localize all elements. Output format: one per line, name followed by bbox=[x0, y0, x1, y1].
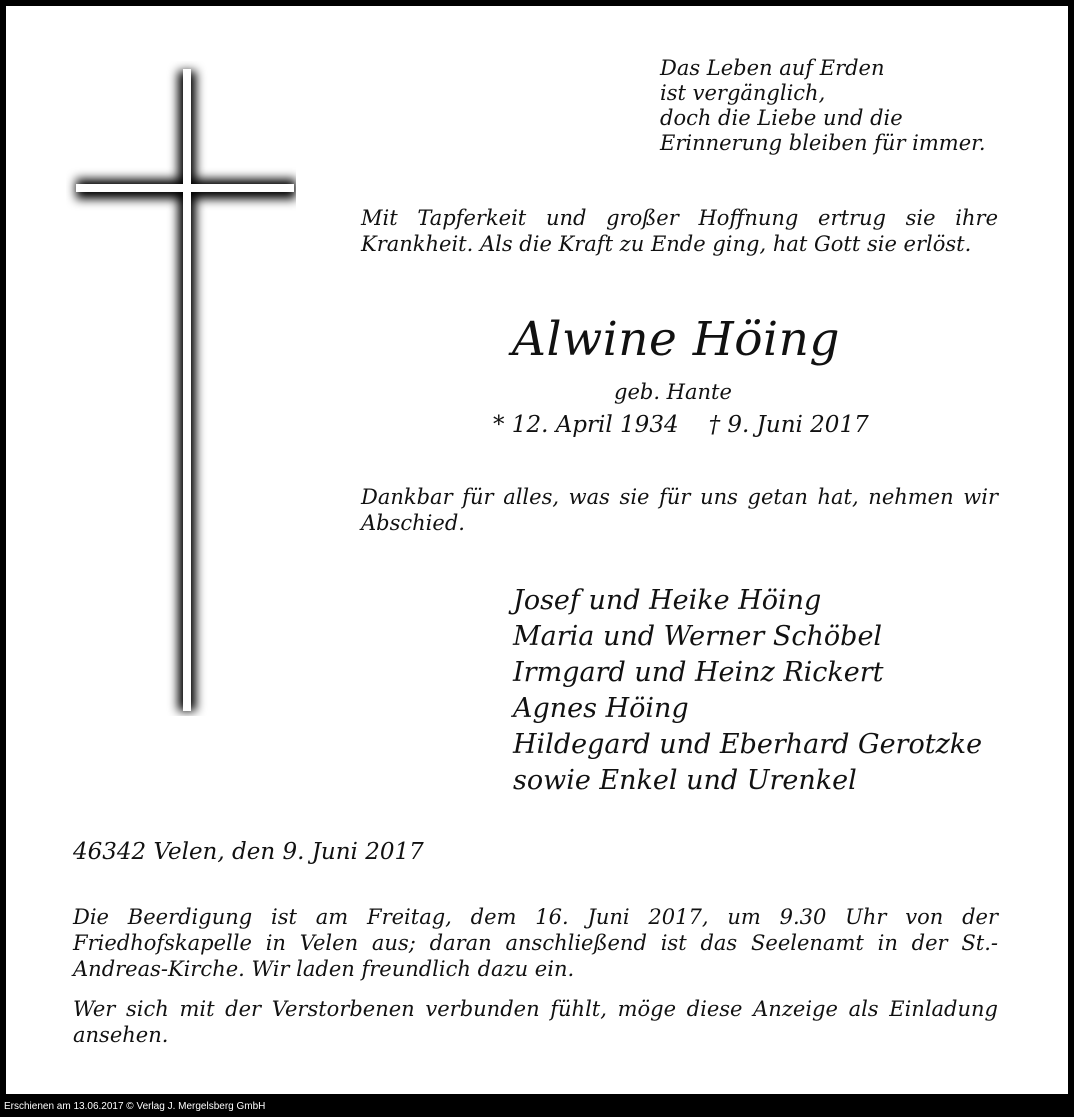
deceased-name: Alwine Höing bbox=[512, 312, 840, 367]
mourner: Irmgard und Heinz Rickert bbox=[513, 657, 884, 688]
death-date: † 9. Juni 2017 bbox=[708, 412, 869, 438]
motto-line: ist vergänglich, bbox=[660, 81, 826, 105]
place-date: 46342 Velen, den 9. Juni 2017 bbox=[73, 839, 424, 865]
mourners-list bbox=[513, 583, 982, 799]
cross-icon bbox=[66, 61, 296, 716]
birth-name: geb. Hante bbox=[614, 380, 732, 404]
thanks-text: Dankbar für alles, was sie für uns getan hat, nehmen wir Abschied. bbox=[361, 485, 998, 535]
motto bbox=[660, 56, 986, 156]
mourner: Josef und Heike Höing bbox=[513, 585, 822, 616]
publication-footer: Erschienen am 13.06.2017 © Verlag J. Mergelsberg GmbH bbox=[4, 1101, 266, 1112]
mourner: Hildegard und Eberhard Gerotzke bbox=[513, 729, 983, 760]
mourner: Maria und Werner Schöbel bbox=[513, 621, 883, 652]
motto-line: Erinnerung bleiben für immer. bbox=[660, 131, 986, 155]
life-dates bbox=[493, 410, 869, 440]
obituary-page bbox=[6, 6, 1068, 1094]
mourner: sowie Enkel und Urenkel bbox=[513, 765, 857, 796]
mourner: Agnes Höing bbox=[513, 693, 689, 724]
motto-line: doch die Liebe und die bbox=[660, 106, 903, 130]
motto-line: Das Leben auf Erden bbox=[660, 56, 885, 80]
funeral-info: Die Beerdigung ist am Freitag, dem 16. Juni 2017, um 9.30 Uhr von der Friedhofskapelle in Velen aus; daran anschließend ist das Seelenamt in der St.-Andreas-Kirche. Wir laden freundlich dazu ein. bbox=[73, 905, 998, 981]
invitation-text: Wer sich mit der Verstorbenen verbunden fühlt, möge diese Anzeige als Einladung ansehen. bbox=[73, 997, 998, 1047]
intro-text: Mit Tapferkeit und großer Hoffnung ertrug sie ihre Krankheit. Als die Kraft zu Ende ging, hat Gott sie erlöst. bbox=[361, 206, 998, 256]
birth-date: * 12. April 1934 bbox=[493, 412, 679, 438]
